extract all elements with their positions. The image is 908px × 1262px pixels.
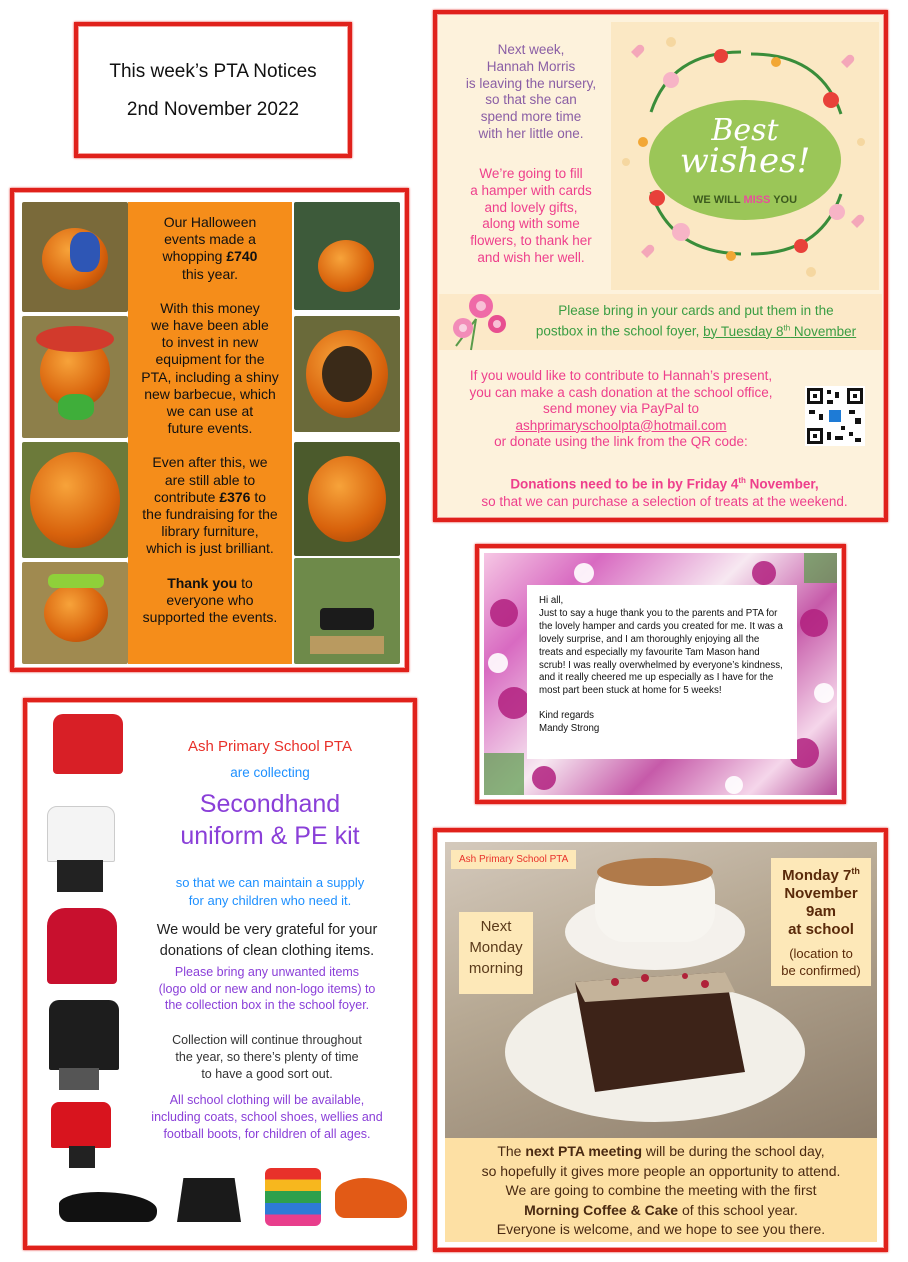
cardigan-icon (53, 714, 123, 774)
secondhand-title: Secondhand (199, 790, 341, 818)
location-note: be confirmed) (781, 963, 861, 978)
halloween-box (10, 188, 409, 672)
hannah-line: spend more time (480, 109, 582, 125)
bring-cards-text (511, 302, 881, 340)
amount-740: £740 (226, 248, 258, 265)
deadline-sup: th (738, 476, 746, 485)
hannah-farewell-box (433, 10, 888, 522)
barbecue-photo (294, 558, 400, 664)
skirt-icon (59, 1068, 99, 1090)
hannah-line: with her little one. (478, 125, 584, 141)
hat-icon (36, 326, 114, 352)
date-sup: th (851, 866, 860, 876)
halloween-line: Our Halloween (163, 214, 257, 230)
bring-line (511, 319, 881, 340)
wellies-icon (265, 1168, 321, 1226)
halloween-line: supported the events. (142, 609, 278, 626)
school-cardigan-icon (49, 1000, 119, 1070)
halloween-line: PTA, including a shiny (141, 368, 279, 385)
halloween-text: to (237, 574, 253, 591)
halloween-line: are still able to (164, 471, 256, 488)
meeting-date-label (771, 858, 871, 986)
pumpkin-icon (318, 240, 374, 292)
hannah-intro (447, 42, 615, 143)
next-line: Next (480, 918, 512, 935)
bring-items-text (117, 964, 417, 1014)
contrib-line: or donate using the link from the QR code: (494, 434, 748, 449)
meeting-text: will be during the school day, (642, 1143, 825, 1159)
football-boots-icon (335, 1178, 407, 1218)
available-line: including coats, school shoes, wellies and (151, 1110, 383, 1124)
hamper-line: and lovely gifts, (484, 199, 578, 215)
next-line: morning (468, 960, 524, 977)
miss-you-text: YOU (770, 194, 798, 206)
time-line: 9am (805, 903, 837, 920)
best-wishes-title (611, 113, 879, 181)
continue-text (117, 1032, 417, 1083)
uniform-heading: Ash Primary School PTA (188, 738, 352, 755)
best-wishes-card (611, 22, 879, 290)
meeting-line (445, 1201, 877, 1221)
bring-deadline (703, 324, 856, 339)
halloween-line: new barbecue, which (144, 385, 276, 402)
pumpkin-icon (30, 452, 120, 548)
hannah-line: Hannah Morris (486, 58, 576, 74)
available-line: All school clothing will be available, (169, 1093, 365, 1107)
coffee-cake-photo (445, 842, 877, 1138)
hannah-line: Next week, (497, 42, 565, 57)
date-text: Monday 7 (782, 867, 852, 884)
halloween-text (128, 214, 292, 626)
letter-greeting: Hi all, (539, 595, 564, 606)
meeting-line: Everyone is welcome, and we hope to see you there. (496, 1221, 826, 1237)
meeting-line: so hopefully it gives more people an opportunity to attend. (481, 1162, 841, 1179)
pe-skirt-icon (177, 1178, 241, 1222)
place-line: at school (788, 921, 854, 938)
card-title-line: Best (711, 113, 779, 148)
hamper-line: a hamper with cards (470, 182, 592, 198)
deadline-text: Donations need to be in by Friday 4 (510, 476, 739, 492)
barbecue-icon (320, 608, 374, 630)
halloween-text: contribute (153, 488, 220, 505)
date-line (771, 862, 871, 885)
qr-code-icon[interactable] (805, 386, 865, 446)
halloween-line: to invest in new (161, 334, 259, 351)
pumpkin-photo (22, 316, 128, 438)
halloween-line (128, 248, 292, 265)
halloween-line (128, 575, 292, 592)
pumpkin-photo (294, 442, 400, 556)
meeting-details-text (445, 1138, 877, 1242)
donations-deadline (443, 472, 886, 510)
location-note: (location to (789, 946, 853, 961)
halloween-line: this year. (181, 265, 239, 282)
next-line: Monday (469, 939, 523, 956)
continue-line: to have a good sort out. (201, 1067, 333, 1081)
hannah-line: so that she can (485, 92, 577, 108)
meeting-bold: Morning Coffee & Cake (524, 1201, 679, 1218)
letter-body: Just to say a huge thank you to the parents and PTA for the lovely hamper and cards you created for me. It was a lovely surprise, and I am thoroughly enjoying all the treats and especially my favourite Tam Mason hand scrub! I was really overwhelmed by everyone’s kindness, and it really cheered me up especially as I have for the most part been stuck at home for 5 weeks! (539, 607, 783, 697)
halloween-line (128, 489, 292, 506)
school-shoes-icon (59, 1192, 157, 1222)
halloween-line: we can use at (166, 403, 254, 420)
pumpkin-photo (22, 562, 128, 664)
halloween-line: events made a (164, 231, 256, 248)
amount-376: £376 (219, 488, 251, 505)
meeting-text: The (497, 1143, 526, 1159)
beard-icon (58, 394, 94, 420)
deadline-line (443, 472, 886, 493)
grateful-line: donations of clean clothing items. (159, 943, 375, 959)
deadline-text: by Tuesday 8 (703, 323, 784, 339)
hannah-hamper (447, 166, 615, 267)
hollow-icon (322, 346, 372, 402)
bring-item-line: the collection box in the school foyer. (164, 998, 370, 1012)
hamper-line: and wish her well. (477, 249, 585, 265)
deadline-text: November (790, 323, 857, 339)
halloween-line: With this money (160, 299, 260, 316)
meeting-text: of this school year. (678, 1201, 798, 1218)
pumpkin-photo (22, 442, 128, 558)
date-line: November (784, 885, 858, 902)
paypal-email-link[interactable]: ashprimaryschoolpta@hotmail.com (515, 417, 727, 433)
continue-line: the year, so there’s plenty of time (175, 1050, 359, 1064)
card-title-line: wishes! (679, 141, 811, 181)
halloween-line: equipment for the (155, 351, 265, 368)
shorts-icon (57, 860, 103, 892)
contribution-text (443, 368, 799, 451)
contrib-line: you can make a cash donation at the school office, (469, 384, 773, 400)
bring-line: Please bring in your cards and put them in the (558, 303, 834, 318)
uniform-title: uniform & PE kit (180, 822, 360, 850)
miss-you-text: WE WILL (692, 194, 744, 206)
coffee-morning-box (433, 828, 888, 1252)
letter-card (527, 585, 797, 759)
hamper-line: flowers, to thank her (470, 233, 592, 249)
collecting-text: are collecting (230, 765, 310, 780)
polo-shirt-icon (47, 806, 115, 862)
grateful-line: We would be very grateful for your (156, 922, 378, 938)
halloween-line: future events. (167, 420, 253, 437)
halloween-line: library furniture, (161, 523, 259, 540)
hamper-line: We’re going to fill (479, 166, 583, 181)
halloween-line: the fundraising for the (142, 506, 278, 523)
continue-line: Collection will continue throughout (172, 1033, 362, 1047)
contrib-line: If you would like to contribute to Hannah’s present, (469, 368, 773, 383)
pe-shorts-icon (69, 1146, 95, 1168)
thank-you: Thank you (167, 574, 238, 591)
halloween-text: to (250, 488, 267, 505)
hair-icon (48, 574, 104, 588)
supply-line: for any children who need it. (188, 893, 352, 908)
letter-signoff: Kind regards (539, 710, 594, 722)
available-line: football boots, for children of all ages. (163, 1127, 371, 1141)
grateful-text (117, 920, 417, 962)
contrib-line: send money via PayPal to (542, 401, 700, 416)
uniform-box (23, 698, 417, 1250)
pe-tshirt-icon (51, 1102, 111, 1148)
pumpkin-icon (308, 456, 386, 542)
halloween-line: which is just brilliant. (146, 540, 274, 557)
meeting-line (445, 1142, 877, 1162)
qr-code-graphic (805, 386, 865, 446)
cosmos-flowers-photo (484, 553, 837, 795)
paint-icon (70, 232, 100, 272)
miss-you-text: MISS (743, 194, 771, 206)
deadline-text: November, (745, 476, 819, 492)
uniform-text (127, 738, 413, 852)
hamper-line: along with some (482, 216, 580, 232)
pumpkin-icon (44, 584, 108, 642)
halloween-panel (128, 202, 292, 664)
bring-item-line: Please bring any unwanted items (174, 965, 360, 979)
thank-you-letter-box (475, 544, 846, 804)
meeting-bold: next PTA meeting (525, 1143, 643, 1159)
pta-tag: Ash Primary School PTA (451, 850, 576, 869)
halloween-text: whopping (162, 248, 227, 265)
pumpkin-photo (294, 202, 400, 310)
flowers-icon (441, 284, 511, 354)
supply-line: so that we can maintain a supply (175, 875, 365, 890)
page-title: This week’s PTA Notices (109, 61, 317, 82)
halloween-line: everyone who (166, 591, 254, 608)
meeting-line: We are going to combine the meeting with the first (505, 1182, 817, 1198)
hay-bale-icon (310, 636, 384, 654)
pumpkin-photo (22, 202, 128, 312)
halloween-line: Even after this, we (152, 454, 268, 471)
miss-you-line (611, 194, 879, 206)
supply-text (127, 874, 413, 910)
halloween-line: we have been able (151, 317, 269, 334)
available-text (117, 1092, 417, 1143)
deadline-reason: so that we can purchase a selection of treats at the weekend. (481, 493, 848, 509)
bring-text: postbox in the school foyer, (535, 323, 704, 339)
deadline-sup: th (783, 323, 791, 332)
letter-signature: Mandy Strong (539, 723, 600, 735)
bring-item-line: (logo old or new and non-logo items) to (158, 981, 376, 996)
hoodie-icon (47, 908, 117, 984)
page-date: 2nd November 2022 (126, 99, 300, 120)
hannah-line: is leaving the nursery, (465, 75, 597, 91)
next-monday-label (459, 912, 533, 994)
pumpkin-photo (294, 316, 400, 432)
title-notice-box (74, 22, 352, 158)
